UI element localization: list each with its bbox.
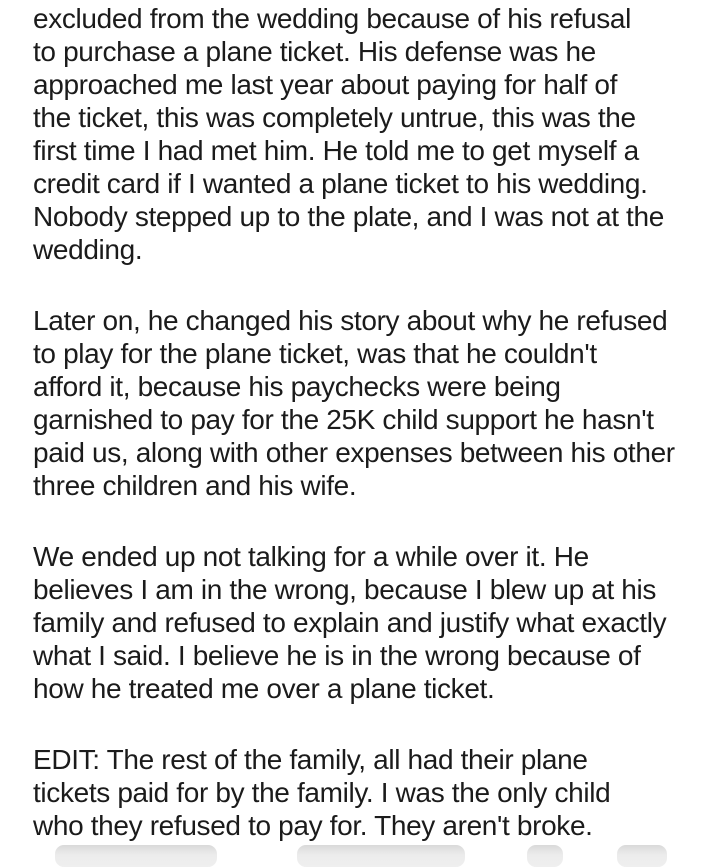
- text-line: Later on, he changed his story about why he refused: [33, 305, 668, 336]
- text-line: excluded from the wedding because of his refusal: [33, 3, 632, 34]
- partially-visible-button-3[interactable]: [527, 845, 563, 867]
- text-line: who they refused to pay for. They aren't broke.: [33, 810, 593, 841]
- text-line: afford it, because his paychecks were being: [33, 371, 561, 402]
- paragraph-3: [33, 540, 702, 705]
- text-line: believes I am in the wrong, because I blew up at his: [33, 574, 657, 605]
- text-line: credit card if I wanted a plane ticket to his wedding.: [33, 168, 648, 199]
- text-line: to play for the plane ticket, was that he couldn't: [33, 338, 597, 369]
- partially-visible-button-4[interactable]: [617, 845, 667, 867]
- text-line: tickets paid for by the family. I was the only child: [33, 777, 611, 808]
- paragraph-1: [33, 2, 702, 266]
- text-line: EDIT: The rest of the family, all had their plane: [33, 744, 588, 775]
- text-line: how he treated me over a plane ticket.: [33, 673, 495, 704]
- partially-visible-button-2[interactable]: [297, 845, 465, 867]
- paragraph-2: [33, 304, 702, 502]
- text-line: the ticket, this was completely untrue, this was the: [33, 102, 636, 133]
- text-line: We ended up not talking for a while over it. He: [33, 541, 589, 572]
- text-line: what I said. I believe he is in the wrong because of: [33, 640, 641, 671]
- paragraph-4-edit: [33, 743, 702, 842]
- text-line: first time I had met him. He told me to get myself a: [33, 135, 639, 166]
- text-line: family and refused to explain and justify what exactly: [33, 607, 667, 638]
- text-line: wedding.: [33, 234, 143, 265]
- text-line: to purchase a plane ticket. His defense was he: [33, 36, 596, 67]
- text-line: Nobody stepped up to the plate, and I was not at the: [33, 201, 664, 232]
- text-line: three children and his wife.: [33, 470, 357, 501]
- text-line: garnished to pay for the 25K child support he hasn't: [33, 404, 654, 435]
- partially-visible-button-1[interactable]: [55, 845, 217, 867]
- text-line: paid us, along with other expenses between his other: [33, 437, 675, 468]
- text-line: approached me last year about paying for half of: [33, 69, 618, 100]
